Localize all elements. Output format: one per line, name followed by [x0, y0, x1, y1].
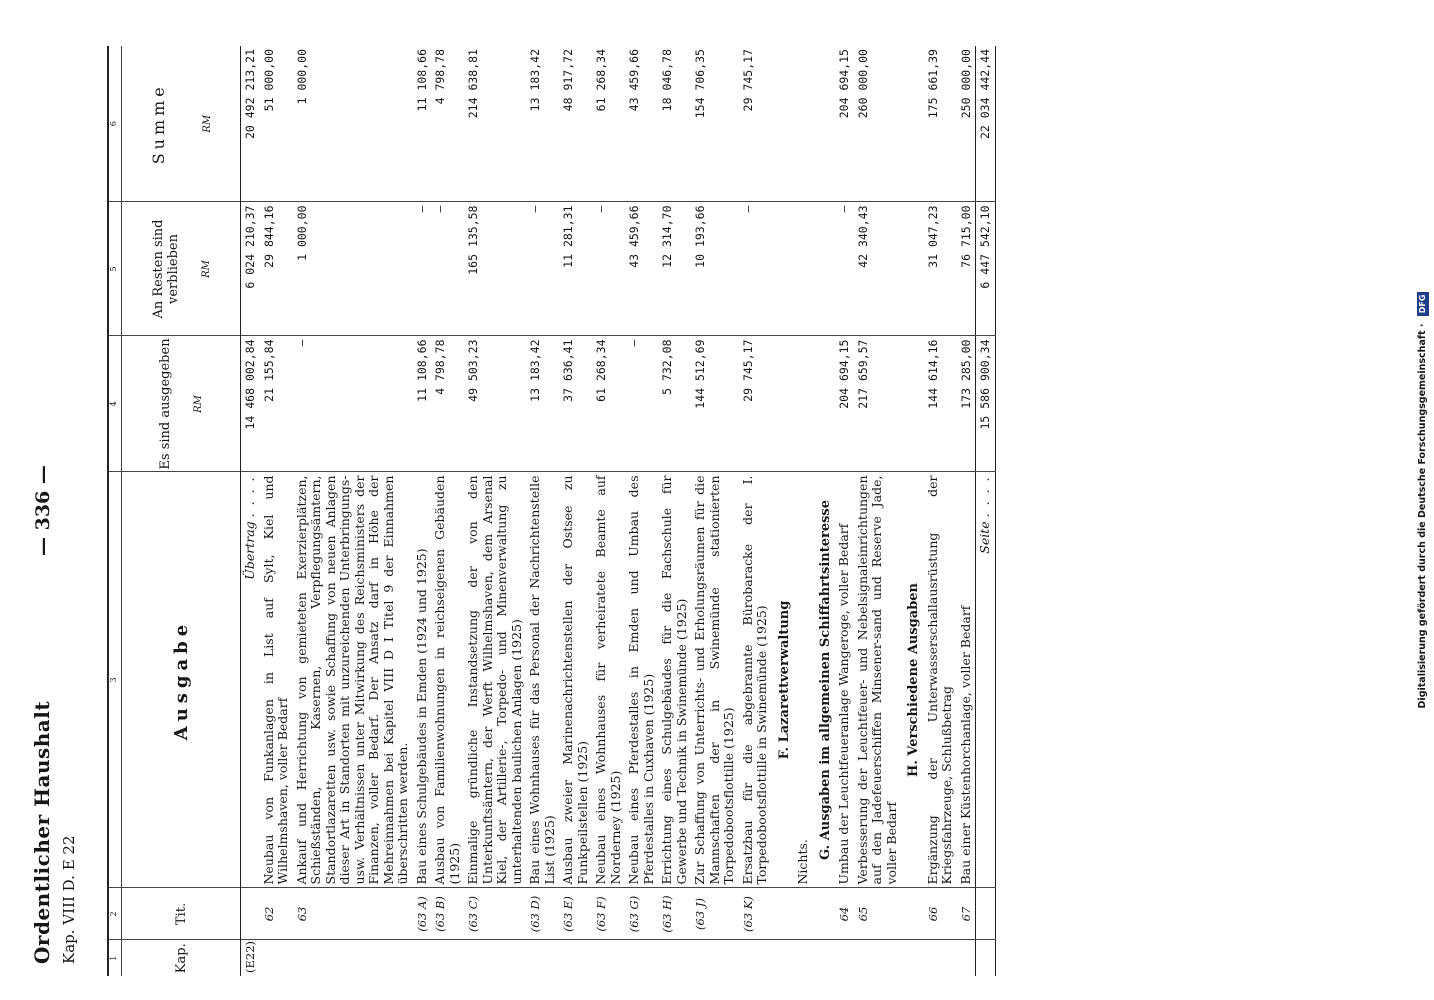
budget-table: [107, 46, 996, 976]
seite-resten: 6 447 542,10: [976, 202, 996, 336]
uebertrag-ausgegeben: 14 468 002,84: [241, 336, 260, 472]
tit-cell: (63 G): [625, 888, 658, 940]
kap-cell: [835, 940, 854, 976]
table-row: [957, 46, 976, 976]
summe-cell: 51 000,00: [260, 46, 293, 202]
table-row: [592, 46, 625, 976]
header-resten: [122, 202, 241, 336]
kap-cell: [559, 940, 592, 976]
header-summe: [122, 46, 241, 202]
summe-cell: 250 000,00: [957, 46, 976, 202]
table-row: [835, 46, 854, 976]
tit-cell: (63 D): [526, 888, 559, 940]
kap-cell: [260, 940, 293, 976]
ausgegeben-cell: 173 285,00: [957, 336, 976, 472]
section-h-rows: [924, 46, 976, 976]
ausgegeben-cell: —: [625, 336, 658, 472]
section-note-row: [794, 46, 813, 976]
tit-cell: (63 A): [413, 888, 432, 940]
kap-cell: [625, 940, 658, 976]
ausgegeben-cell: 144 614,16: [924, 336, 957, 472]
tit-cell: (63 J): [691, 888, 739, 940]
sidebar-credit-text: Digitalisierung gefördert durch die Deutsche Forschungsgemeinschaft ·: [1417, 323, 1428, 709]
kap-cell: [413, 940, 432, 976]
description-cell: Ergänzung der Unterwasserschallausrüstung der Kriegsfahrzeuge, Schlußbetrag: [924, 472, 957, 888]
kap-cell: (E22): [243, 940, 257, 973]
colnum-2: 2: [108, 888, 122, 940]
resten-cell: 165 135,58: [464, 202, 526, 336]
resten-cell: —: [592, 202, 625, 336]
main-rows: [260, 46, 772, 976]
tit-cell: (63 C): [464, 888, 526, 940]
colnum-4: 4: [108, 336, 122, 472]
tit-cell: 64: [835, 888, 854, 940]
ausgegeben-cell: —: [293, 336, 413, 472]
table-row: [413, 46, 432, 976]
description-cell: Ausbau zweier Marinenachrichtenstellen der Ostsee zu Funkpeilstellen (1925): [559, 472, 592, 888]
page-number: — 336 —: [32, 465, 54, 556]
tit-cell: 62: [260, 888, 293, 940]
column-number-row: [108, 46, 122, 976]
section-heading-row: [813, 46, 836, 976]
summe-cell: 43 459,66: [625, 46, 658, 202]
description-cell: Umbau der Leuchtfeueranlage Wangeroge, voller Bedarf: [835, 472, 854, 888]
section-heading-row: [772, 46, 795, 976]
kap-cell: [924, 940, 957, 976]
summe-cell: 260 000,00: [854, 46, 902, 202]
table-row: [658, 46, 691, 976]
summe-cell: 29 745,17: [739, 46, 772, 202]
resten-cell: —: [431, 202, 464, 336]
description-cell: Verbesserung der Leuchtfeuer- und Nebelsignaleinrichtungen auf den Jadefeuerschiffen Minsener-sand und Reserve Jade, voller Bedarf: [854, 472, 902, 888]
colnum-5: 5: [108, 202, 122, 336]
table-row: [464, 46, 526, 976]
description-cell: Neubau von Funkanlagen in List auf Sylt, Kiel und Wilhelmshaven, voller Bedarf: [260, 472, 293, 888]
resten-cell: 11 281,31: [559, 202, 592, 336]
uebertrag-label: Übertrag: [242, 521, 257, 580]
seite-total-row: Seite . . . . 15 586 900,34 6 447 542,10 22 034 442,44: [976, 46, 996, 976]
summe-cell: 204 694,15: [835, 46, 854, 202]
resten-cell: —: [413, 202, 432, 336]
section-f-note: Nichts.: [794, 472, 813, 888]
summe-cell: 61 268,34: [592, 46, 625, 202]
header-summe-label: Summe: [149, 83, 168, 165]
ausgegeben-cell: 5 732,08: [658, 336, 691, 472]
uebertrag-row: (E22) Übertrag . . . . 14 468 002,84 6 024 210,37 20 492 213,21: [241, 46, 260, 976]
uebertrag-resten: 6 024 210,37: [241, 202, 260, 336]
header-ausgabe: Ausgabe: [122, 472, 241, 888]
page-header: [22, 46, 107, 976]
ausgegeben-cell: 21 155,84: [260, 336, 293, 472]
tit-cell: (63 H): [658, 888, 691, 940]
tit-cell: 63: [293, 888, 413, 940]
summe-cell: 4 798,78: [431, 46, 464, 202]
seite-summe: 22 034 442,44: [976, 46, 996, 202]
unit-label: RM: [193, 395, 204, 413]
header-ausgegeben: [122, 336, 241, 472]
table-row: [625, 46, 658, 976]
ausgegeben-cell: 11 108,66: [413, 336, 432, 472]
colnum-6: 6: [108, 46, 122, 202]
resten-cell: 31 047,23: [924, 202, 957, 336]
resten-cell: 76 715,00: [957, 202, 976, 336]
kap-cell: [592, 940, 625, 976]
ausgegeben-cell: 61 268,34: [592, 336, 625, 472]
summe-cell: 154 706,35: [691, 46, 739, 202]
section-heading-row: [901, 46, 924, 976]
kap-cell: [526, 940, 559, 976]
colnum-3: 3: [108, 472, 122, 888]
summe-cell: 18 046,78: [658, 46, 691, 202]
unit-label: RM: [202, 114, 213, 133]
tit-cell: (63 E): [559, 888, 592, 940]
section-h-heading: H. Verschiedene Ausgaben: [901, 472, 924, 888]
header-resten-label: An Resten sind verblieben: [150, 219, 181, 319]
tit-cell: (63 F): [592, 888, 625, 940]
description-cell: Ersatzbau für die abgebrannte Bürobaracke der I. Torpedobootsflottille in Swinemünde (1925): [739, 472, 772, 888]
unit-label: RM: [200, 260, 212, 278]
kap-cell: [691, 940, 739, 976]
colnum-1: 1: [108, 940, 122, 976]
tit-cell: (63 K): [739, 888, 772, 940]
kap-cell: [957, 940, 976, 976]
page-title: Ordentlicher Haushalt: [30, 700, 54, 964]
table-row: [293, 46, 413, 976]
rotated-page: [22, 26, 1390, 976]
ausgegeben-cell: 49 503,23: [464, 336, 526, 472]
kap-cell: [658, 940, 691, 976]
uebertrag-summe: 20 492 213,21: [241, 46, 260, 202]
description-cell: Bau eines Wohnhauses für das Personal der Nachrichtenstelle List (1925): [526, 472, 559, 888]
page-subtitle: Kap. VIII D. E 22: [60, 835, 78, 964]
section-g-heading: G. Ausgaben im allgemeinen Schiffahrtsinteresse: [813, 472, 836, 888]
resten-cell: 12 314,70: [658, 202, 691, 336]
ausgegeben-cell: 204 694,15: [835, 336, 854, 472]
column-header-row: [122, 46, 241, 976]
kap-cell: [739, 940, 772, 976]
ausgegeben-cell: 37 636,41: [559, 336, 592, 472]
tit-cell: 65: [854, 888, 902, 940]
resten-cell: —: [526, 202, 559, 336]
table-row: [526, 46, 559, 976]
digitization-sidebar: [1414, 10, 1432, 990]
header-ausgegeben-label: Es sind ausgegeben: [158, 338, 173, 470]
tit-cell: 67: [957, 888, 976, 940]
seite-label: Seite: [977, 521, 992, 554]
resten-cell: 43 459,66: [625, 202, 658, 336]
description-cell: Bau einer Küstenhorchanlage, voller Bedarf: [957, 472, 976, 888]
resten-cell: 10 193,66: [691, 202, 739, 336]
tit-cell: (63 B): [431, 888, 464, 940]
summe-cell: 13 183,42: [526, 46, 559, 202]
description-cell: Zur Schaffung von Unterrichts- und Erholungsräumen für die Mannschaften der in Swinemünde stationierten Torpedobootsflottille (1925): [691, 472, 739, 888]
seite-ausgegeben: 15 586 900,34: [976, 336, 996, 472]
summe-cell: 214 638,81: [464, 46, 526, 202]
resten-cell: —: [835, 202, 854, 336]
resten-cell: 42 340,43: [854, 202, 902, 336]
description-cell: Bau eines Schulgebäudes in Emden (1924 und 1925): [413, 472, 432, 888]
table-row: [924, 46, 957, 976]
description-cell: Ankauf und Herrichtung von gemieteten Exerzierplätzen, Schießständen, Kasernen, Verpflegungsämtern, Standortlazaretten usw. sowie Schaffung von neuen Anlagen dieser Art in Standorten mit unzureichenden Unterbringungs- usw. Verhältnissen unter Mitwirkung des Reichsministers der Finanzen, voller Bedarf. Der Ansatz darf in Höhe der Mehreinnahmen bei Kapitel VIII D I Titel 9 der Einnahmen überschritten werden.: [293, 472, 413, 888]
section-g-rows: [835, 46, 901, 976]
ausgegeben-cell: 144 512,69: [691, 336, 739, 472]
description-cell: Neubau eines Wohnhauses für verheiratete Beamte auf Norderney (1925): [592, 472, 625, 888]
kap-cell: [293, 940, 413, 976]
description-cell: Ausbau von Familienwohnungen in reichseigenen Gebäuden (1925): [431, 472, 464, 888]
table-row: [739, 46, 772, 976]
ausgegeben-cell: 4 798,78: [431, 336, 464, 472]
description-cell: Einmalige gründliche Instandsetzung der von den Unterkunftsämtern, der Werft Wilhelmshaven, dem Arsenal Kiel, der Artillerie-, Torpedo- und Minenverwaltung zu unterhaltenden baulichen Anlagen (1925): [464, 472, 526, 888]
summe-cell: 48 917,72: [559, 46, 592, 202]
resten-cell: —: [739, 202, 772, 336]
summe-cell: 11 108,66: [413, 46, 432, 202]
table-row: [691, 46, 739, 976]
description-cell: Neubau eines Pferdestalles in Emden und Umbau des Pferdestalles in Cuxhaven (1925): [625, 472, 658, 888]
tit-cell: 66: [924, 888, 957, 940]
kap-cell: [464, 940, 526, 976]
summe-cell: 175 661,39: [924, 46, 957, 202]
summe-cell: 1 000,00: [293, 46, 413, 202]
table-row: [260, 46, 293, 976]
description-cell: Errichtung eines Schulgebäudes für die Fachschule für Gewerbe und Technik in Swinemünde (1925): [658, 472, 691, 888]
kap-cell: [431, 940, 464, 976]
resten-cell: 29 844,16: [260, 202, 293, 336]
resten-cell: 1 000,00: [293, 202, 413, 336]
kap-cell: [854, 940, 902, 976]
ausgegeben-cell: 13 183,42: [526, 336, 559, 472]
table-row: [854, 46, 902, 976]
dfg-logo: DFG: [1417, 292, 1429, 317]
section-f-heading: F. Lazarettverwaltung: [772, 472, 795, 888]
table-row: [431, 46, 464, 976]
ausgegeben-cell: 217 659,57: [854, 336, 902, 472]
table-row: [559, 46, 592, 976]
scanned-sheet: [22, 26, 1390, 976]
header-kap: Kap.: [122, 940, 241, 976]
header-tit: Tit.: [122, 888, 241, 940]
ausgegeben-cell: 29 745,17: [739, 336, 772, 472]
